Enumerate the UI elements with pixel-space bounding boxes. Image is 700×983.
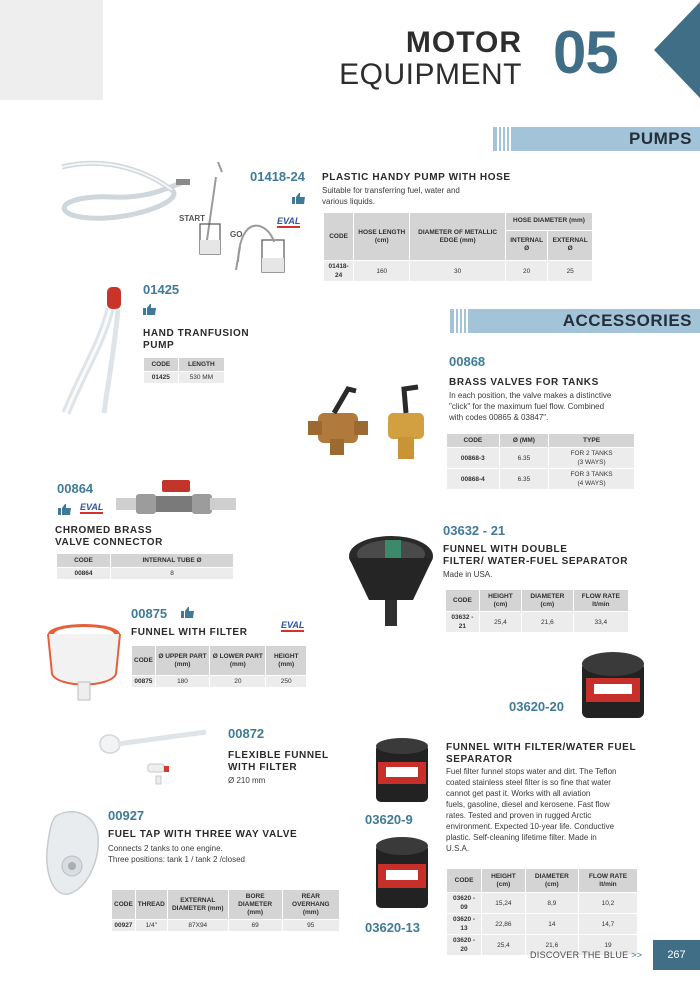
cell: 180: [155, 676, 209, 688]
product-desc-line: cannot get past it. Works with all aviation: [446, 789, 591, 798]
cell: 530 MM: [178, 372, 224, 384]
cell: [549, 448, 635, 469]
funnel-with-filter-image: [44, 622, 124, 704]
product-desc-line: U.S.A.: [446, 844, 470, 853]
th-length: LENGTH: [178, 358, 224, 372]
product-desc-line: various liquids.: [322, 197, 375, 206]
flexible-funnel-image: [96, 728, 216, 788]
product-code-03632: 03632 - 21: [443, 523, 506, 538]
section-banner-accessories: [450, 309, 700, 333]
product-name-03632: [443, 544, 628, 568]
th-diameter-edge: DIAMETER OF METALLIC EDGE (mm): [410, 213, 506, 261]
th-code: CODE: [447, 869, 482, 893]
thumbs-up-icon: [143, 304, 156, 315]
product-desc-line: Three positions: tank 1 / tank 2 /closed: [108, 855, 245, 864]
cell: 01425: [144, 372, 179, 384]
cell: 1/4'': [135, 920, 167, 932]
section-banner-accessories-label: ACCESSORIES: [562, 311, 692, 330]
product-desc-line: Fuel filter funnel stops water and dirt. The Teflon: [446, 767, 617, 776]
th-hose-length: HOSE LENGTH (cm): [354, 213, 410, 261]
product-name-line: PUMP: [143, 340, 175, 351]
cell: 14,7: [578, 914, 637, 935]
product-name-line: WITH FILTER: [228, 762, 298, 773]
cell: 00864: [57, 568, 111, 580]
page-number: 267: [653, 940, 700, 970]
table-row: [447, 893, 638, 914]
th-hose-diameter: HOSE DIAMETER (mm): [505, 213, 592, 231]
footer-tagline: [530, 950, 642, 960]
product-code-03620-13: 03620-13: [365, 920, 420, 935]
product-name-00927: FUEL TAP WITH THREE WAY VALVE: [108, 829, 298, 840]
spec-table-00927: [111, 889, 340, 932]
funnel-filter-03620-9-image: [372, 736, 434, 806]
th-code: CODE: [447, 434, 500, 448]
footer-arrows: >>: [631, 950, 643, 960]
product-desc-line: In each position, the valve makes a distinctive: [449, 391, 612, 400]
cell: 00875: [132, 676, 156, 688]
product-name-01425: [143, 328, 249, 352]
spec-table-00875: [131, 645, 307, 688]
cell-line: (3 WAYS): [577, 459, 606, 466]
product-desc-line: environment. Expected 10-year life. Conductive: [446, 822, 615, 831]
product-name-line: FUNNEL WITH FILTER/WATER FUEL: [446, 742, 637, 753]
product-desc-line: plastic. Self-cleaning lifetime filter. Made in: [446, 833, 597, 842]
spec-table-01425: [143, 357, 225, 384]
product-desc-03632: Made in USA.: [443, 570, 493, 579]
product-code-00864: 00864: [57, 481, 94, 496]
product-desc-line: with codes 00865 & 03847".: [449, 413, 549, 422]
table-row: [324, 261, 593, 282]
product-name-00875: FUNNEL WITH FILTER: [131, 627, 248, 638]
cell: 00868-3: [447, 448, 500, 469]
cell: 14: [525, 914, 578, 935]
th-flow-rate: FLOW RATE lt/min: [573, 590, 628, 612]
product-name-line: VALVE CONNECTOR: [55, 537, 163, 548]
table-row: [57, 568, 234, 580]
eval-brand-logo: EVAL: [80, 502, 104, 512]
product-code-00875: 00875: [131, 606, 168, 621]
cell: 25,4: [482, 935, 526, 956]
th-code: CODE: [57, 554, 111, 568]
th-external-diameter: EXTERNAL DIAMETER (mm): [167, 890, 228, 920]
cell: 20: [505, 261, 547, 282]
product-code-01418: 01418-24: [250, 169, 305, 184]
corner-block: [0, 0, 103, 100]
thumbs-up-icon: [292, 193, 305, 204]
th-height: HEIGHT (cm): [479, 590, 521, 612]
product-name-00868: BRASS VALVES FOR TANKS: [449, 377, 599, 388]
section-banner-pumps: [493, 127, 700, 151]
cell: 01418-24: [324, 261, 354, 282]
table-row: [447, 469, 635, 490]
cell-line: FOR 3 TANKS: [570, 471, 613, 478]
cell: 21,6: [522, 612, 574, 633]
th-code: CODE: [324, 213, 354, 261]
spec-table-01418: [323, 212, 593, 282]
th-code: CODE: [144, 358, 179, 372]
product-desc-line: coated stainless steel filter is so fine that water: [446, 778, 611, 787]
cell: 00868-4: [447, 469, 500, 490]
table-row: [447, 448, 635, 469]
page-title-motor: MOTOR: [405, 26, 522, 59]
cell-line: (4 WAYS): [577, 480, 606, 487]
cell: 8: [111, 568, 234, 580]
diagram-label-start: START: [179, 214, 206, 223]
th-internal: INTERNAL Ø: [505, 230, 547, 260]
cell: 19: [578, 935, 637, 956]
product-desc-00872: Ø 210 mm: [228, 776, 266, 785]
page-title-equipment: EQUIPMENT: [339, 58, 522, 91]
funnel-filter-03620-13-image: [372, 834, 434, 912]
cell: 15,24: [482, 893, 526, 914]
diagram-label-go: GO: [230, 230, 243, 239]
cell: 30: [410, 261, 506, 282]
th-code: CODE: [132, 646, 156, 676]
product-code-01425: 01425: [143, 282, 180, 297]
cell: 87X94: [167, 920, 228, 932]
cell: 69: [228, 920, 282, 932]
product-desc-01418: [322, 185, 460, 207]
product-name-01418: PLASTIC HANDY PUMP WITH HOSE: [322, 172, 511, 183]
table-row: [446, 612, 629, 633]
product-name-line: SEPARATOR: [446, 754, 513, 765]
th-diameter: Ø (MM): [499, 434, 548, 448]
th-external: EXTERNAL Ø: [548, 230, 593, 260]
brass-valves-image: [308, 383, 448, 463]
cell-line: FOR 2 TANKS: [570, 450, 613, 457]
cell: 22,86: [482, 914, 526, 935]
th-diameter: DIAMETER (cm): [522, 590, 574, 612]
section-number: 05: [553, 19, 618, 86]
product-desc-00868: [449, 390, 611, 423]
product-name-line: FUNNEL WITH DOUBLE: [443, 544, 568, 555]
product-name-line: CHROMED BRASS: [55, 525, 153, 536]
cell: 8,9: [525, 893, 578, 914]
product-code-00868: 00868: [449, 354, 486, 369]
thumbs-up-icon: [58, 504, 71, 515]
fuel-tap-image: [42, 806, 104, 898]
product-name-line: FLEXIBLE FUNNEL: [228, 750, 329, 761]
cell: 33,4: [573, 612, 628, 633]
cell: 03632 - 21: [446, 612, 480, 633]
cell: 03620 - 20: [447, 935, 482, 956]
product-name-03620: [446, 742, 636, 766]
spec-table-00864: [56, 553, 234, 580]
product-name-line: HAND TRANFUSION: [143, 328, 250, 339]
valve-connector-image: [112, 478, 240, 526]
th-height: HEIGHT (cm): [482, 869, 526, 893]
th-lower-part: Ø LOWER PART (mm): [210, 646, 266, 676]
table-row: [132, 676, 307, 688]
product-code-00872: 00872: [228, 726, 265, 741]
footer-tagline-text: DISCOVER THE BLUE: [530, 950, 629, 960]
thumbs-up-icon: [181, 607, 194, 618]
cell: 6.35: [499, 469, 548, 490]
product-desc-03620: [446, 766, 650, 854]
table-row: [144, 372, 225, 384]
section-banner-pumps-label: PUMPS: [629, 129, 692, 148]
cell: 21,6: [525, 935, 578, 956]
table-row: [447, 914, 638, 935]
th-height: HEIGHT (mm): [266, 646, 307, 676]
product-desc-line: Suitable for transferring fuel, water and: [322, 186, 460, 195]
th-diameter: DIAMETER (cm): [525, 869, 578, 893]
funnel-double-filter-image: [345, 530, 440, 630]
th-thread: THREAD: [135, 890, 167, 920]
product-name-line: FILTER/ WATER-FUEL SEPARATOR: [443, 556, 629, 567]
th-code: CODE: [112, 890, 136, 920]
product-name-00872: [228, 750, 329, 774]
spec-table-00868: [446, 433, 635, 490]
table-row: [112, 920, 340, 932]
cell: 10,2: [578, 893, 637, 914]
spec-table-03620: [446, 868, 638, 956]
cell: 25: [548, 261, 593, 282]
eval-brand-logo: EVAL: [281, 620, 305, 630]
product-desc-line: "click" for the maximum fuel flow. Combined: [449, 402, 605, 411]
hand-tranfusion-pump-image: [52, 283, 132, 418]
th-code: CODE: [446, 590, 480, 612]
th-bore-diameter: BORE DIAMETER (mm): [228, 890, 282, 920]
product-code-03620-9: 03620-9: [365, 812, 413, 827]
cell: 20: [210, 676, 266, 688]
spec-table-03632: [445, 589, 629, 633]
product-name-00864: [55, 525, 163, 549]
th-rear-overhang: REAR OVERHANG (mm): [282, 890, 339, 920]
product-code-00927: 00927: [108, 808, 145, 823]
th-flow-rate: FLOW RATE lt/min: [578, 869, 637, 893]
handy-pump-hose-image: [52, 155, 192, 235]
product-desc-00927: [108, 843, 245, 865]
th-type: TYPE: [549, 434, 635, 448]
funnel-filter-03620-20-image: [578, 648, 650, 726]
cell: 00927: [112, 920, 136, 932]
eval-brand-logo: EVAL: [277, 216, 301, 226]
product-desc-line: fuels, gasoline, diesel and kerosene. Fast flow: [446, 800, 610, 809]
cell: 03620 - 13: [447, 914, 482, 935]
cell: 03620 - 09: [447, 893, 482, 914]
cell: 95: [282, 920, 339, 932]
cell: [549, 469, 635, 490]
cell: 6.35: [499, 448, 548, 469]
product-desc-line: Connects 2 tanks to one engine.: [108, 844, 223, 853]
cell: 25,4: [479, 612, 521, 633]
chapter-tab-arrow: [650, 0, 700, 100]
cell: 250: [266, 676, 307, 688]
cell: 160: [354, 261, 410, 282]
product-desc-line: rates. Tested and proven in rugged Arctic: [446, 811, 592, 820]
th-internal-tube: INTERNAL TUBE Ø: [111, 554, 234, 568]
th-upper-part: Ø UPPER PART (mm): [155, 646, 209, 676]
product-code-03620-20: 03620-20: [509, 699, 564, 714]
